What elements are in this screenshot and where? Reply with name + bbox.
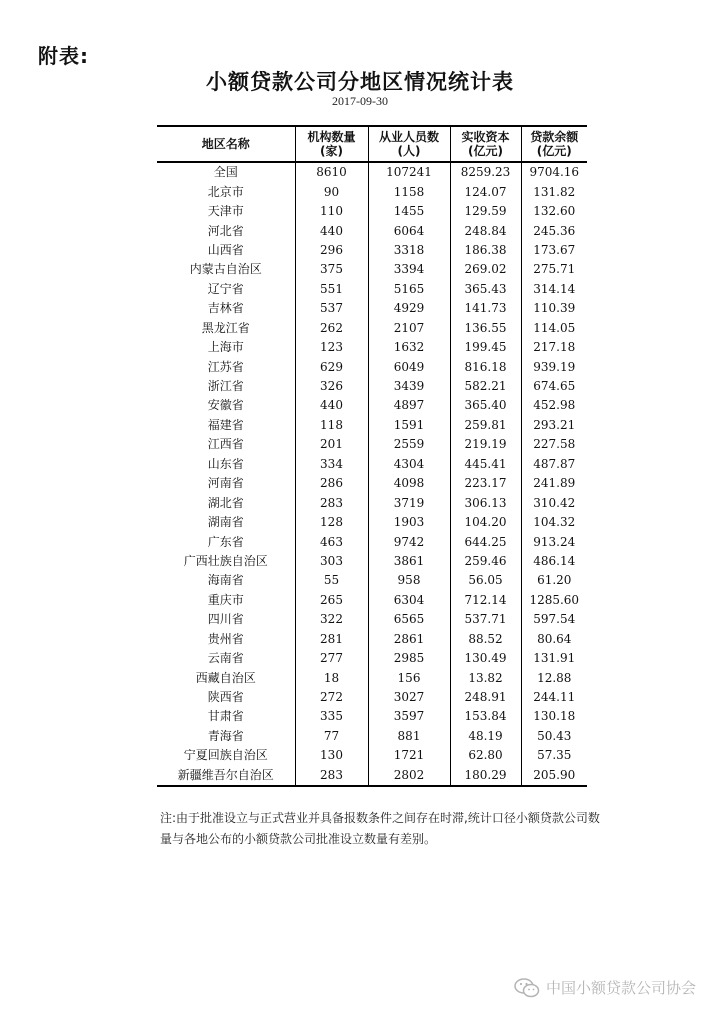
region-cell: 安徽省 bbox=[207, 398, 244, 413]
institutions-cell: 629 bbox=[295, 357, 368, 376]
column-header-loan-balance bbox=[521, 126, 587, 162]
region-cell: 全国 bbox=[213, 165, 238, 180]
region-cell: 江苏省 bbox=[207, 359, 244, 374]
employees-cell: 2802 bbox=[368, 766, 450, 786]
paid-in-capital-cell: 130.49 bbox=[450, 649, 521, 668]
table-row bbox=[157, 241, 587, 260]
institutions-cell: 303 bbox=[295, 552, 368, 571]
paid-in-capital-cell: 56.05 bbox=[450, 571, 521, 590]
paid-in-capital-cell: 223.17 bbox=[450, 474, 521, 493]
loan-balance-cell: 132.60 bbox=[521, 202, 587, 221]
employees-cell: 3439 bbox=[368, 377, 450, 396]
employees-cell: 5165 bbox=[368, 280, 450, 299]
paid-in-capital-cell: 129.59 bbox=[450, 202, 521, 221]
loan-balance-cell: 80.64 bbox=[521, 630, 587, 649]
watermark-text: 中国小额贷款公司协会 bbox=[545, 979, 696, 997]
table-row bbox=[157, 630, 587, 649]
loan-balance-cell: 114.05 bbox=[521, 319, 587, 338]
employees-cell: 6064 bbox=[368, 221, 450, 240]
paid-in-capital-cell: 365.40 bbox=[450, 396, 521, 415]
employees-cell: 1632 bbox=[368, 338, 450, 357]
table-row bbox=[157, 319, 587, 338]
column-header-unit: (人) bbox=[397, 144, 421, 158]
region-cell: 黑龙江省 bbox=[201, 320, 250, 335]
institutions-cell: 296 bbox=[295, 241, 368, 260]
employees-cell: 3318 bbox=[368, 241, 450, 260]
region-cell: 新疆维吾尔自治区 bbox=[157, 766, 295, 786]
column-header-label: 机构数量 bbox=[307, 130, 356, 144]
institutions-cell: 201 bbox=[295, 435, 368, 454]
institutions-cell: 463 bbox=[295, 532, 368, 551]
loan-balance-cell: 57.35 bbox=[521, 746, 587, 765]
region-cell: 云南省 bbox=[207, 651, 244, 666]
table-row bbox=[157, 746, 587, 765]
loan-balance-cell: 110.39 bbox=[521, 299, 587, 318]
paid-in-capital-cell: 269.02 bbox=[450, 260, 521, 279]
employees-cell: 4897 bbox=[368, 396, 450, 415]
loan-balance-cell: 913.24 bbox=[521, 532, 587, 551]
column-header-institutions bbox=[295, 126, 368, 162]
loan-balance-cell: 205.90 bbox=[521, 766, 587, 786]
institutions-cell: 90 bbox=[295, 182, 368, 201]
table-row bbox=[157, 435, 587, 454]
column-header-label: 实收资本 bbox=[461, 130, 510, 144]
loan-balance-cell: 50.43 bbox=[521, 727, 587, 746]
employees-cell: 3861 bbox=[368, 552, 450, 571]
institutions-cell: 326 bbox=[295, 377, 368, 396]
loan-balance-cell: 275.71 bbox=[521, 260, 587, 279]
paid-in-capital-cell: 248.91 bbox=[450, 688, 521, 707]
paid-in-capital-cell: 62.80 bbox=[450, 746, 521, 765]
loan-balance-cell: 217.18 bbox=[521, 338, 587, 357]
loan-balance-cell: 9704.16 bbox=[521, 162, 587, 182]
loan-balance-cell: 314.14 bbox=[521, 280, 587, 299]
report-date: 2017-09-30 bbox=[332, 94, 388, 108]
paid-in-capital-cell: 365.43 bbox=[450, 280, 521, 299]
paid-in-capital-cell: 8259.23 bbox=[450, 162, 521, 182]
institutions-cell: 118 bbox=[295, 416, 368, 435]
employees-cell: 4098 bbox=[368, 474, 450, 493]
institutions-cell: 110 bbox=[295, 202, 368, 221]
loan-balance-cell: 12.88 bbox=[521, 668, 587, 687]
statistics-table bbox=[157, 125, 587, 787]
table-row bbox=[157, 202, 587, 221]
institutions-cell: 272 bbox=[295, 688, 368, 707]
column-header-label: 贷款余额 bbox=[530, 130, 579, 144]
table-row bbox=[157, 552, 587, 571]
institutions-cell: 130 bbox=[295, 746, 368, 765]
employees-cell: 6565 bbox=[368, 610, 450, 629]
table-row bbox=[157, 416, 587, 435]
table-row bbox=[157, 591, 587, 610]
table-row bbox=[157, 610, 587, 629]
loan-balance-cell: 1285.60 bbox=[521, 591, 587, 610]
region-cell: 吉林省 bbox=[207, 301, 244, 316]
institutions-cell: 551 bbox=[295, 280, 368, 299]
employees-cell: 3027 bbox=[368, 688, 450, 707]
paid-in-capital-cell: 141.73 bbox=[450, 299, 521, 318]
institutions-cell: 281 bbox=[295, 630, 368, 649]
table-row bbox=[157, 455, 587, 474]
institutions-cell: 334 bbox=[295, 455, 368, 474]
region-cell: 陕西省 bbox=[207, 690, 244, 705]
employees-cell: 958 bbox=[368, 571, 450, 590]
employees-cell: 881 bbox=[368, 727, 450, 746]
institutions-cell: 55 bbox=[295, 571, 368, 590]
employees-cell: 1455 bbox=[368, 202, 450, 221]
paid-in-capital-cell: 136.55 bbox=[450, 319, 521, 338]
paid-in-capital-cell: 104.20 bbox=[450, 513, 521, 532]
employees-cell: 9742 bbox=[368, 532, 450, 551]
column-header-label: 从业人员数 bbox=[378, 130, 439, 144]
employees-cell: 2107 bbox=[368, 319, 450, 338]
institutions-cell: 128 bbox=[295, 513, 368, 532]
paid-in-capital-cell: 259.81 bbox=[450, 416, 521, 435]
paid-in-capital-cell: 13.82 bbox=[450, 668, 521, 687]
region-cell: 湖南省 bbox=[207, 515, 244, 530]
employees-cell: 3597 bbox=[368, 707, 450, 726]
region-cell: 天津市 bbox=[207, 204, 244, 219]
institutions-cell: 283 bbox=[295, 766, 368, 786]
table-row bbox=[157, 513, 587, 532]
loan-balance-cell: 245.36 bbox=[521, 221, 587, 240]
loan-balance-cell: 293.21 bbox=[521, 416, 587, 435]
region-cell: 山西省 bbox=[207, 242, 244, 257]
loan-balance-cell: 939.19 bbox=[521, 357, 587, 376]
paid-in-capital-cell: 712.14 bbox=[450, 591, 521, 610]
region-cell: 贵州省 bbox=[207, 631, 244, 646]
paid-in-capital-cell: 248.84 bbox=[450, 221, 521, 240]
table-row bbox=[157, 338, 587, 357]
employees-cell: 1158 bbox=[368, 182, 450, 201]
table-row bbox=[157, 280, 587, 299]
region-cell: 海南省 bbox=[207, 573, 244, 588]
employees-cell: 1721 bbox=[368, 746, 450, 765]
table-row bbox=[157, 707, 587, 726]
table-row bbox=[157, 357, 587, 376]
institutions-cell: 286 bbox=[295, 474, 368, 493]
institutions-cell: 265 bbox=[295, 591, 368, 610]
region-cell: 福建省 bbox=[207, 417, 244, 432]
institutions-cell: 77 bbox=[295, 727, 368, 746]
region-cell: 河南省 bbox=[207, 476, 244, 491]
loan-balance-cell: 674.65 bbox=[521, 377, 587, 396]
column-header-unit: (家) bbox=[320, 144, 343, 158]
employees-cell: 3394 bbox=[368, 260, 450, 279]
employees-cell: 3719 bbox=[368, 493, 450, 512]
table-body bbox=[157, 162, 587, 786]
region-cell: 甘肃省 bbox=[207, 709, 244, 724]
loan-balance-cell: 227.58 bbox=[521, 435, 587, 454]
table-row bbox=[157, 668, 587, 687]
institutions-cell: 335 bbox=[295, 707, 368, 726]
loan-balance-cell: 487.87 bbox=[521, 455, 587, 474]
table-row bbox=[157, 532, 587, 551]
table-header-row bbox=[157, 126, 587, 162]
table-row bbox=[157, 688, 587, 707]
employees-cell: 4304 bbox=[368, 455, 450, 474]
paid-in-capital-cell: 124.07 bbox=[450, 182, 521, 201]
column-header-label: 地区名称 bbox=[201, 137, 250, 151]
paid-in-capital-cell: 306.13 bbox=[450, 493, 521, 512]
loan-balance-cell: 244.11 bbox=[521, 688, 587, 707]
institutions-cell: 18 bbox=[295, 668, 368, 687]
employees-cell: 2559 bbox=[368, 435, 450, 454]
column-header-employees bbox=[368, 126, 450, 162]
watermark bbox=[514, 977, 696, 998]
table-row bbox=[157, 493, 587, 512]
employees-cell: 107241 bbox=[368, 162, 450, 182]
paid-in-capital-cell: 644.25 bbox=[450, 532, 521, 551]
table-row bbox=[157, 396, 587, 415]
loan-balance-cell: 241.89 bbox=[521, 474, 587, 493]
paid-in-capital-cell: 445.41 bbox=[450, 455, 521, 474]
employees-cell: 6304 bbox=[368, 591, 450, 610]
loan-balance-cell: 310.42 bbox=[521, 493, 587, 512]
paid-in-capital-cell: 88.52 bbox=[450, 630, 521, 649]
employees-cell: 156 bbox=[368, 668, 450, 687]
table-row bbox=[157, 299, 587, 318]
loan-balance-cell: 131.82 bbox=[521, 182, 587, 201]
loan-balance-cell: 173.67 bbox=[521, 241, 587, 260]
paid-in-capital-cell: 582.21 bbox=[450, 377, 521, 396]
region-cell: 浙江省 bbox=[207, 379, 244, 394]
table-row bbox=[157, 182, 587, 201]
paid-in-capital-cell: 180.29 bbox=[450, 766, 521, 786]
region-cell: 宁夏回族自治区 bbox=[183, 748, 268, 763]
employees-cell: 1591 bbox=[368, 416, 450, 435]
loan-balance-cell: 452.98 bbox=[521, 396, 587, 415]
region-cell: 山东省 bbox=[207, 456, 244, 471]
institutions-cell: 262 bbox=[295, 319, 368, 338]
footnote: 注:由于批准设立与正式营业并具备报数条件之间存在时滞,统计口径小额贷款公司数量与各地公布的小额贷款公司批准设立数量有差别。 bbox=[160, 811, 600, 846]
loan-balance-cell: 131.91 bbox=[521, 649, 587, 668]
institutions-cell: 375 bbox=[295, 260, 368, 279]
region-cell: 四川省 bbox=[207, 612, 244, 627]
paid-in-capital-cell: 48.19 bbox=[450, 727, 521, 746]
region-cell: 河北省 bbox=[207, 223, 244, 238]
table-row bbox=[157, 649, 587, 668]
institutions-cell: 123 bbox=[295, 338, 368, 357]
paid-in-capital-cell: 199.45 bbox=[450, 338, 521, 357]
paid-in-capital-cell: 153.84 bbox=[450, 707, 521, 726]
table-row bbox=[157, 727, 587, 746]
employees-cell: 6049 bbox=[368, 357, 450, 376]
column-header-unit: (亿元) bbox=[468, 144, 503, 158]
paid-in-capital-cell: 816.18 bbox=[450, 357, 521, 376]
annex-label: 附表: bbox=[38, 44, 89, 68]
paid-in-capital-cell: 537.71 bbox=[450, 610, 521, 629]
institutions-cell: 277 bbox=[295, 649, 368, 668]
region-cell: 西藏自治区 bbox=[195, 670, 256, 685]
region-cell: 北京市 bbox=[207, 184, 244, 199]
region-cell: 内蒙古自治区 bbox=[189, 262, 262, 277]
column-header-region bbox=[157, 126, 295, 162]
paid-in-capital-cell: 259.46 bbox=[450, 552, 521, 571]
region-cell: 上海市 bbox=[207, 340, 244, 355]
institutions-cell: 8610 bbox=[295, 162, 368, 182]
employees-cell: 4929 bbox=[368, 299, 450, 318]
institutions-cell: 537 bbox=[295, 299, 368, 318]
region-cell: 广西壮族自治区 bbox=[183, 553, 268, 568]
table-row bbox=[157, 766, 587, 786]
region-cell: 青海省 bbox=[207, 728, 244, 743]
region-cell: 广东省 bbox=[207, 534, 244, 549]
table-row bbox=[157, 474, 587, 493]
institutions-cell: 322 bbox=[295, 610, 368, 629]
column-header-unit: (亿元) bbox=[536, 144, 572, 158]
region-cell: 湖北省 bbox=[207, 495, 244, 510]
table-row bbox=[157, 260, 587, 279]
institutions-cell: 283 bbox=[295, 493, 368, 512]
region-cell: 江西省 bbox=[207, 437, 244, 452]
paid-in-capital-cell: 186.38 bbox=[450, 241, 521, 260]
page-title: 小额贷款公司分地区情况统计表 bbox=[206, 70, 514, 94]
region-cell: 辽宁省 bbox=[207, 281, 244, 296]
loan-balance-cell: 486.14 bbox=[521, 552, 587, 571]
table-row bbox=[157, 162, 587, 182]
table-row bbox=[157, 571, 587, 590]
loan-balance-cell: 104.32 bbox=[521, 513, 587, 532]
wechat-icon bbox=[514, 978, 540, 998]
employees-cell: 2985 bbox=[368, 649, 450, 668]
table-row bbox=[157, 377, 587, 396]
loan-balance-cell: 130.18 bbox=[521, 707, 587, 726]
column-header-paid-in-capital bbox=[450, 126, 521, 162]
region-cell: 重庆市 bbox=[207, 592, 244, 607]
employees-cell: 1903 bbox=[368, 513, 450, 532]
table-row bbox=[157, 221, 587, 240]
loan-balance-cell: 597.54 bbox=[521, 610, 587, 629]
institutions-cell: 440 bbox=[295, 221, 368, 240]
employees-cell: 2861 bbox=[368, 630, 450, 649]
loan-balance-cell: 61.20 bbox=[521, 571, 587, 590]
paid-in-capital-cell: 219.19 bbox=[450, 435, 521, 454]
institutions-cell: 440 bbox=[295, 396, 368, 415]
